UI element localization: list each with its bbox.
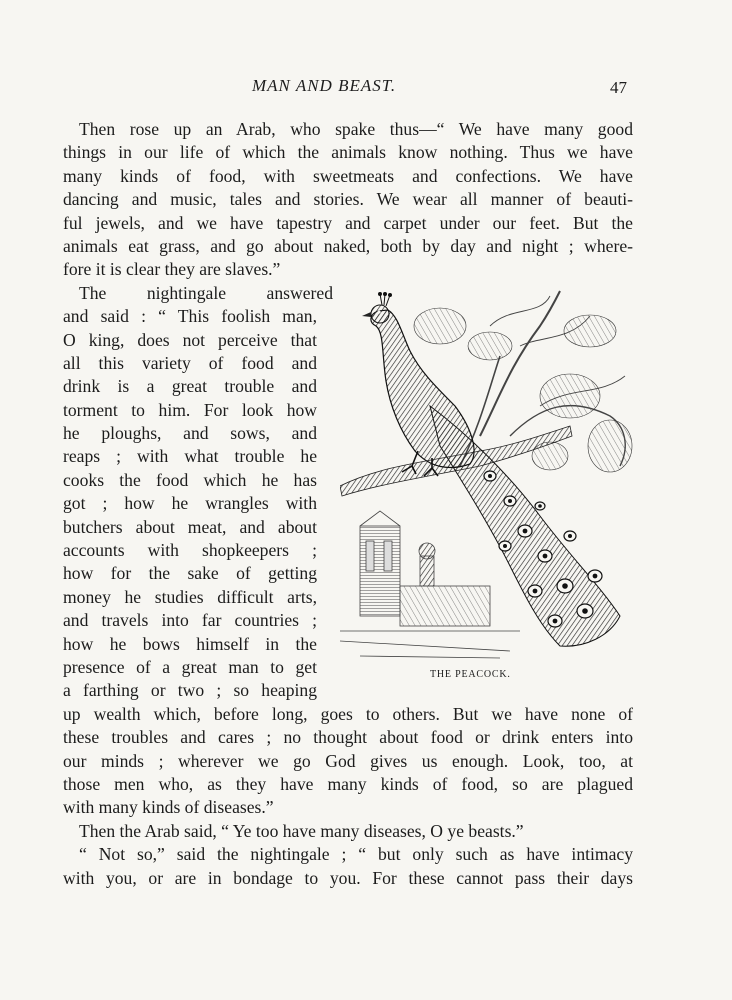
text-line: butchers about meat, and about bbox=[63, 516, 317, 537]
text-line: torment to him. For look how bbox=[63, 399, 317, 420]
text-line: up wealth which, before long, goes to others. But we have none of bbox=[63, 703, 633, 724]
text-line: money he studies difficult arts, bbox=[63, 586, 317, 607]
peacock-beak bbox=[362, 312, 371, 317]
text-line: ful jewels, and we have tapestry and carpet under our feet. But the bbox=[63, 212, 633, 233]
page-number: 47 bbox=[610, 78, 627, 97]
peacock-crest bbox=[379, 293, 392, 307]
text-line: those men who, as they have many kinds of food, so are plagued bbox=[63, 773, 633, 794]
text-line: reaps ; with what trouble he bbox=[63, 446, 317, 467]
text-line: fore it is clear they are slaves.” bbox=[63, 259, 281, 280]
text-line: O king, does not perceive that bbox=[63, 329, 317, 350]
text-line: all this variety of food and bbox=[63, 352, 317, 373]
text-line: animals eat grass, and go about naked, both by day and night ; where- bbox=[63, 235, 633, 256]
text-line: and travels into far countries ; bbox=[63, 610, 317, 631]
text-line: how for the sake of getting bbox=[63, 563, 317, 584]
text-line: The nightingale answered bbox=[79, 282, 333, 303]
text-line: with you, or are in bondage to you. For these cannot pass their days bbox=[63, 867, 633, 888]
text-line: our minds ; wherever we go God gives us enough. Look, too, at bbox=[63, 750, 633, 771]
peacock-head bbox=[371, 305, 389, 323]
text-line: many kinds of food, with sweetmeats and confections. We have bbox=[63, 165, 633, 186]
text-line: how he bows himself in the bbox=[63, 633, 317, 654]
text-line: a farthing or two ; so heaping bbox=[63, 680, 317, 701]
text-line: drink is a great trouble and bbox=[63, 376, 317, 397]
text-line: these troubles and cares ; no thought about food or drink enters into bbox=[63, 727, 633, 748]
text-line: accounts with shopkeepers ; bbox=[63, 540, 317, 561]
text-line: things in our life of which the animals know nothing. Thus we have bbox=[63, 142, 633, 163]
peacock-engraving bbox=[340, 286, 636, 662]
text-line: he ploughs, and sows, and bbox=[63, 423, 317, 444]
text-line: Then the Arab said, “ Ye too have many diseases, O ye beasts.” bbox=[79, 820, 524, 841]
text-line: cooks the food which he has bbox=[63, 469, 317, 490]
text-line: Then rose up an Arab, who spake thus—“ We have many good bbox=[79, 119, 633, 139]
peacock-eye bbox=[377, 310, 380, 313]
running-title: MAN AND BEAST. bbox=[252, 76, 397, 95]
text-line: with many kinds of diseases.” bbox=[63, 797, 274, 818]
text-line: and said : “ This foolish man, bbox=[63, 306, 317, 327]
text-line: “ Not so,” said the nightingale ; “ but only such as have intimacy bbox=[79, 844, 633, 865]
text-line: dancing and music, tales and stories. We wear all manner of beauti- bbox=[63, 189, 633, 210]
text-line: presence of a great man to get bbox=[63, 656, 317, 677]
text-line: got ; how he wrangles with bbox=[63, 493, 317, 514]
figure-caption: THE PEACOCK. bbox=[430, 669, 511, 680]
